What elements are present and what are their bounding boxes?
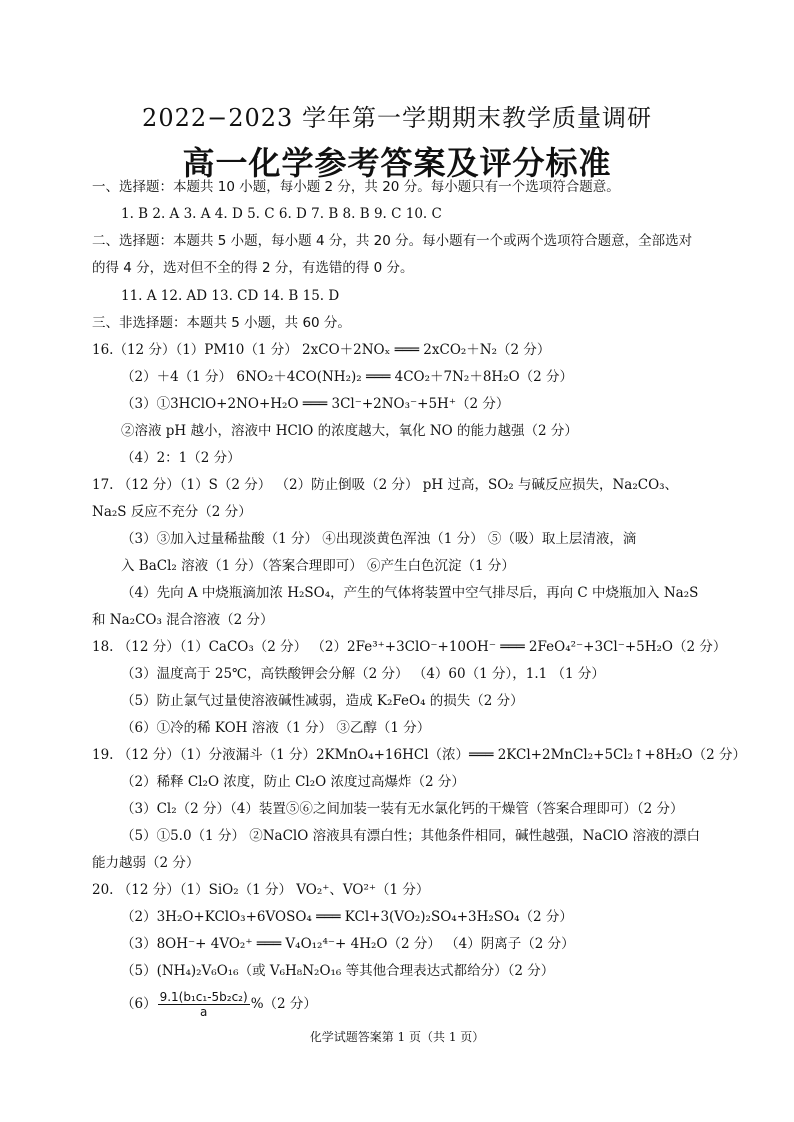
section-3-heading: 三、非选择题：本题共 5 小题，共 60 分。 (92, 315, 351, 331)
q20-line4: （5）(NH₄)₂V₆O₁₆（或 V₆H₈N₂O₁₆ 等其他合理表达式都给分）（2 分） (121, 963, 555, 979)
q16-line3: （3）①3HClO+2NO+H₂O ═══ 3Cl⁻+2NO₃⁻+5H⁺（2 分） (121, 396, 510, 412)
page-footer: 化学试题答案第 1 页（共 1 页） (309, 1030, 485, 1044)
q18-line4: （6）①冷的稀 KOH 溶液（1 分） ③乙醇（1 分） (121, 720, 431, 736)
q19-line2: （2）稀释 Cl₂O 浓度，防止 Cl₂O 浓度过高爆炸（2 分） (121, 774, 465, 790)
q16-line4: ②溶液 pH 越小，溶液中 HClO 的浓度越大，氧化 NO 的能力越强（2 分） (121, 423, 578, 439)
fraction-numerator: 9.1(b₁c₁-5b₂c₂) (159, 990, 248, 1004)
q20-part6-score: %（2 分） (250, 996, 317, 1012)
q16-line2: （2）＋4（1 分） 6NO₂＋4CO(NH₂)₂ ═══ 4CO₂＋7N₂＋8H₂O（2 分） (121, 369, 574, 385)
q17-line2: Na₂S 反应不充分（2 分） (92, 504, 252, 520)
section-1-heading: 一、选择题：本题共 10 小题，每小题 2 分，共 20 分。每小题只有一个选项符合题意。 (92, 179, 620, 195)
q17-line6: 和 Na₂CO₃ 混合溶液（2 分） (92, 612, 274, 628)
q19-line4: （5）①5.0（1 分） ②NaClO 溶液具有漂白性；其他条件相同，碱性越强，NaClO 溶液的漂白 (121, 828, 700, 844)
q19-line1: 19. （12 分）（1）分液漏斗（1 分）2KMnO₄+16HCl（浓）═══ 2KCl+2MnCl₂+5Cl₂↑+8H₂O（2 分） (92, 747, 746, 763)
q17-line4: 入 BaCl₂ 溶液（1 分）（答案合理即可） ⑥产生白色沉淀（1 分） (121, 558, 515, 574)
exam-title: 2022−2023 学年第一学期期末教学质量调研 (142, 104, 652, 132)
q18-line1: 18. （12 分）（1）CaCO₃（2 分） （2）2Fe³⁺+3ClO⁻+10OH⁻ ═══ 2FeO₄²⁻+3Cl⁻+5H₂O（2 分） (92, 639, 727, 655)
q17-line1: 17. （12 分）（1）S（2 分） （2）防止倒吸（2 分） pH 过高，SO₂ 与碱反应损失，Na₂CO₃、 (92, 477, 679, 493)
section-2-heading-line1: 二、选择题：本题共 5 小题，每小题 4 分，共 20 分。每小题有一个或两个选项符合题意，全部选对 (92, 233, 693, 249)
q20-line2: （2）3H₂O+KClO₃+6VOSO₄ ═══ KCl+3(VO₂)₂SO₄+3H₂SO₄（2 分） (121, 909, 573, 925)
q20-part6-label: （6） (121, 996, 157, 1012)
q19-line5: 能力越弱（2 分） (92, 855, 200, 871)
section-2-heading-line2: 的得 4 分，选对但不全的得 2 分，有选错的得 0 分。 (92, 260, 414, 276)
q20-line5 (121, 990, 741, 1019)
q20-line3: （3）8OH⁻+ 4VO₂⁺ ═══ V₄O₁₂⁴⁻+ 4H₂O（2 分） （4）阴离子（2 分） (121, 936, 575, 952)
q20-line1: 20. （12 分）（1）SiO₂（1 分） VO₂⁺、VO²⁺（1 分） (92, 882, 430, 898)
q17-line5: （4）先向 A 中烧瓶滴加浓 H₂SO₄，产生的气体将装置中空气排尽后，再向 C 中烧瓶加入 Na₂S (121, 585, 699, 601)
q20-fraction (158, 990, 250, 1019)
q18-line3: （5）防止氯气过量使溶液碱性减弱，造成 K₂FeO₄ 的损失（2 分） (121, 693, 524, 709)
q16-line5: （4）2：1（2 分） (121, 450, 241, 466)
q18-line2: （3）温度高于 25℃，高铁酸钾会分解（2 分） （4）60（1 分），1.1 （1 分） (121, 666, 605, 682)
fraction-denominator: a (199, 1005, 208, 1019)
section-1-answers: 1. B 2. A 3. A 4. D 5. C 6. D 7. B 8. B 9. C 10. C (121, 206, 442, 222)
answer-key-title: 高一化学参考答案及评分标准 (182, 144, 612, 182)
section-2-answers: 11. A 12. AD 13. CD 14. B 15. D (121, 288, 340, 304)
q16-line1: 16.（12 分）（1）PM10（1 分） 2xCO＋2NOₓ ═══ 2xCO₂＋N₂（2 分） (92, 342, 551, 358)
q17-line3: （3）③加入过量稀盐酸（1 分） ④出现淡黄色浑浊（1 分） ⑤（吸）取上层清液，滴 (121, 531, 637, 547)
q19-line3: （3）Cl₂（2 分）（4）装置⑤⑥之间加装一装有无水氯化钙的干燥管（答案合理即可）（2 分） (121, 801, 684, 817)
